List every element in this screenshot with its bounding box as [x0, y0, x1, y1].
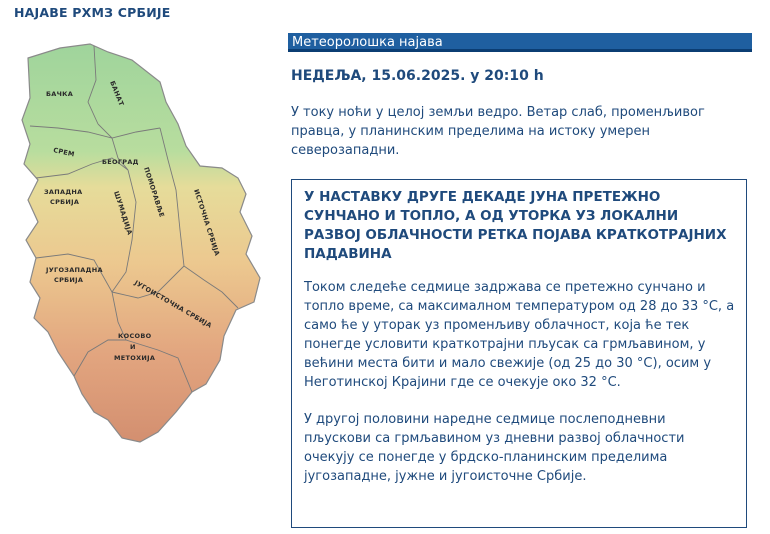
region-label-backa[interactable]: БАЧКА [46, 90, 74, 98]
section-header: Метеоролошка најава [288, 33, 752, 52]
outlook-paragraph-1: Током следеће седмице задржава се претежно сунчано и топло време, са максималном температуром од 28 до 33 °C, а само ће у уторак уз променљиву облачност, која ће тек понегде условити краткотрајни пљусак са грмљавином, у већини места бити и мало свежије (од 25 до 30 °C), осим у Неготинској Крајини где се очекује око 32 °C. [304, 280, 735, 390]
region-label-zapadna-2[interactable]: СРБИЈА [50, 198, 80, 206]
region-label-kosovo-2[interactable]: И [130, 343, 136, 351]
region-label-pomoravlje[interactable]: ПОМОРАВЉЕ [142, 166, 166, 219]
serbia-outline [22, 44, 260, 442]
region-label-kosovo-3[interactable]: МЕТОХИЈА [114, 354, 156, 362]
serbia-region-map[interactable] [8, 40, 270, 450]
outlook-headline: У НАСТАВКУ ДРУГЕ ДЕКАДЕ ЈУНА ПРЕТЕЖНО СУНЧАНО И ТОПЛО, А ОД УТОРКА УЗ ЛОКАЛНИ РАЗВОЈ ОБЛАЧНОСТИ РЕТКА ПОЈАВА КРАТКОТРАЈНИХ ПАДАВИНА [304, 189, 727, 262]
region-label-istocna[interactable]: ИСТОЧНА СРБИЈА [192, 188, 222, 257]
weekly-outlook-panel [291, 179, 747, 528]
forecast-date: НЕДЕЉА, 15.06.2025. у 20:10 h [291, 68, 544, 84]
region-label-jugoistocna[interactable]: ЈУГОИСТОЧНА СРБИЈА [133, 278, 214, 330]
region-label-jugozapadna-1[interactable]: ЈУГОЗАПАДНА [46, 266, 103, 274]
region-label-kosovo-1[interactable]: КОСОВО [118, 332, 152, 340]
region-label-sumadija[interactable]: ШУМАДИЈА [112, 190, 134, 237]
region-label-beograd[interactable]: БЕОГРАД [102, 158, 139, 166]
region-label-zapadna-1[interactable]: ЗАПАДНА [44, 188, 83, 196]
outlook-paragraph-2: У другој половини наредне седмице послеподневни пљускови са грмљавином уз дневни развој облачности очекују се понегде у брдско-планинским пределима југозападне, јужне и југоисточне Србије. [304, 412, 685, 484]
page-title: НАЈАВЕ РХМЗ СРБИЈЕ [14, 5, 171, 20]
region-label-banat[interactable]: БАНАТ [108, 79, 126, 108]
night-forecast-text: У току ноћи у целој земљи ведро. Ветар слаб, променљивог правца, у планинским пределима на истоку умерен северозападни. [291, 105, 705, 158]
region-label-srem[interactable]: СРЕМ [52, 146, 76, 159]
map-svg [8, 40, 270, 450]
region-label-jugozapadna-2[interactable]: СРБИЈА [54, 276, 84, 284]
